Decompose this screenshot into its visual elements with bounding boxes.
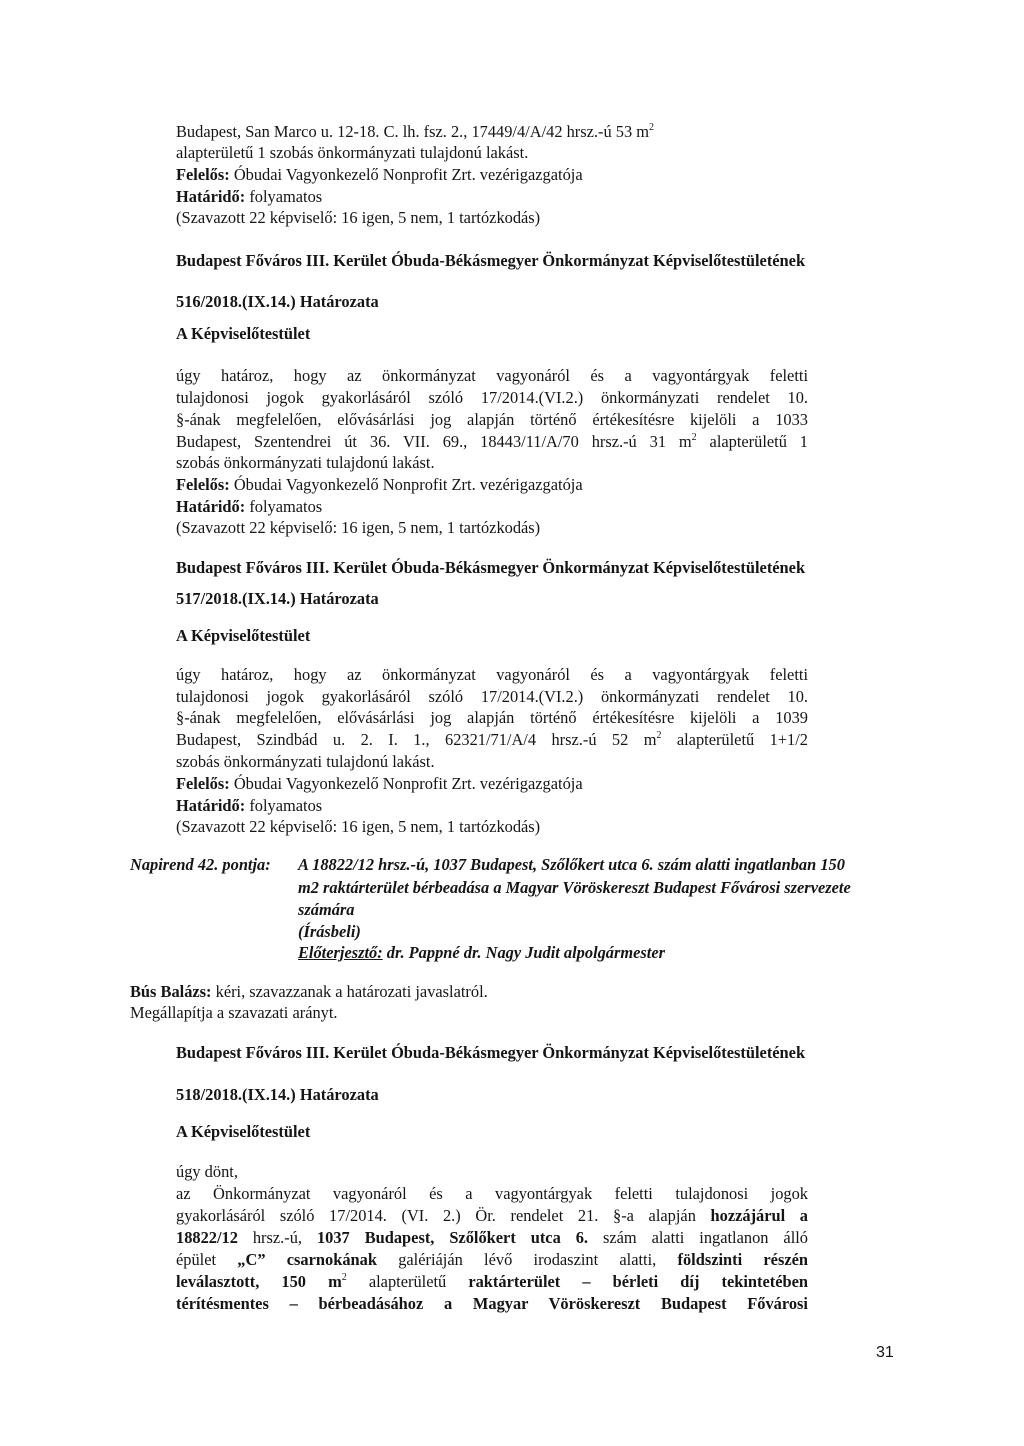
res517-text-1: úgy határoz, hogy az önkormányzat vagyonáról és a vagyontárgyak feletti (176, 665, 808, 684)
res516-responsible: Felelős: Óbudai Vagyonkezelő Nonprofit Zrt. vezérigazgatója (176, 475, 583, 494)
res517-text-3: §-ának megfelelően, elővásárlási jog alapján történő értékesítésre kijelöli a 1039 (176, 708, 808, 727)
agenda-presenter: Előterjesztő: dr. Pappné dr. Nagy Judit alpolgármester (298, 943, 665, 962)
res516-number: 516/2018.(IX.14.) Határozata (176, 292, 379, 311)
res516-text-5: szobás önkormányzati tulajdonú lakást. (176, 453, 435, 472)
agenda-label: Napirend 42. pontja: (130, 855, 271, 874)
res517-responsible: Felelős: Óbudai Vagyonkezelő Nonprofit Zrt. vezérigazgatója (176, 774, 583, 793)
block1-line-2: alapterületű 1 szobás önkormányzati tulajdonú lakást. (176, 143, 529, 162)
res518-text-3: gyakorlásáról szóló 17/2014. (VI. 2.) Ör. rendelet 21. §-a alapján hozzájárul a (176, 1206, 808, 1225)
chair-line-2: Megállapítja a szavazati arányt. (130, 1003, 338, 1022)
block1-deadline: Határidő: folyamatos (176, 187, 323, 206)
res516-text-1: úgy határoz, hogy az önkormányzat vagyonáról és a vagyontárgyak feletti (176, 366, 808, 385)
agenda-title-3: számára (298, 900, 355, 919)
res517-heading: Budapest Főváros III. Kerület Óbuda-Békásmegyer Önkormányzat Képviselőtestületének (176, 558, 806, 577)
res518-text-6: leválasztott, 150 $m^2$ alapterületű raktárterület – bérleti díj tekintetében (176, 1272, 808, 1291)
res516-vote: (Szavazott 22 képviselő: 16 igen, 5 nem, 1 tartózkodás) (176, 518, 541, 537)
res517-vote: (Szavazott 22 képviselő: 16 igen, 5 nem, 1 tartózkodás) (176, 817, 541, 836)
res517-text-4: Budapest, Szindbád u. 2. I. 1., 62321/71/A/4 hrsz.-ú 52 $m^2$ alapterületű 1+1/2 (176, 730, 808, 749)
res518-number: 518/2018.(IX.14.) Határozata (176, 1085, 379, 1104)
res517-text-2: tulajdonosi jogok gyakorlásáról szóló 17/2014.(VI.2.) önkormányzati rendelet 10. (176, 687, 808, 706)
res516-deadline: Határidő: folyamatos (176, 497, 323, 516)
res516-text-3: §-ának megfelelően, elővásárlási jog alapján történő értékesítésre kijelöli a 1033 (176, 410, 808, 429)
res516-heading: Budapest Főváros III. Kerület Óbuda-Békásmegyer Önkormányzat Képviselőtestületének (176, 251, 806, 270)
page-number: 31 (876, 1344, 894, 1361)
res516-body-title: A Képviselőtestület (176, 324, 311, 343)
res517-number: 517/2018.(IX.14.) Határozata (176, 589, 379, 608)
res516-text-4: Budapest, Szentendrei út 36. VII. 69., 18443/11/A/70 hrsz.-ú 31 $m^2$ alapterületű 1 (176, 432, 808, 451)
res518-text-4: 18822/12 hrsz.-ú, 1037 Budapest, Szőlőkert utca 6. szám alatti ingatlanon álló (176, 1228, 808, 1247)
chair-line-1: Bús Balázs: kéri, szavazzanak a határozati javaslatról. (130, 982, 488, 1001)
agenda-title-2: m2 raktárterület bérbeadása a Magyar Vöröskereszt Budapest Fővárosi szervezete (298, 878, 851, 897)
res518-body-title: A Képviselőtestület (176, 1122, 311, 1141)
res517-deadline: Határidő: folyamatos (176, 796, 323, 815)
res518-text-2: az Önkormányzat vagyonáról és a vagyontárgyak feletti tulajdonosi jogok (176, 1184, 808, 1203)
res518-text-1: úgy dönt, (176, 1162, 238, 1181)
res518-text-7: térítésmentes – bérbeadásához a Magyar Vöröskereszt Budapest Fővárosi (176, 1294, 808, 1313)
block1-vote: (Szavazott 22 képviselő: 16 igen, 5 nem, 1 tartózkodás) (176, 208, 541, 227)
block1-responsible: Felelős: Óbudai Vagyonkezelő Nonprofit Zrt. vezérigazgatója (176, 165, 583, 184)
block1-line-1: Budapest, San Marco u. 12-18. C. lh. fsz. 2., 17449/4/A/42 hrsz.-ú 53 $m^2$ (176, 122, 654, 141)
res517-text-5: szobás önkormányzati tulajdonú lakást. (176, 752, 435, 771)
agenda-written: (Írásbeli) (298, 922, 361, 941)
agenda-title-1: A 18822/12 hrsz.-ú, 1037 Budapest, Szőlőkert utca 6. szám alatti ingatlanban 150 (298, 855, 845, 874)
res516-text-2: tulajdonosi jogok gyakorlásáról szóló 17/2014.(VI.2.) önkormányzati rendelet 10. (176, 388, 808, 407)
res517-body-title: A Képviselőtestület (176, 626, 311, 645)
res518-heading: Budapest Főváros III. Kerület Óbuda-Békásmegyer Önkormányzat Képviselőtestületének (176, 1043, 806, 1062)
res518-text-5: épület „C” csarnokának galériáján lévő irodaszint alatti, földszinti részén (176, 1250, 808, 1269)
